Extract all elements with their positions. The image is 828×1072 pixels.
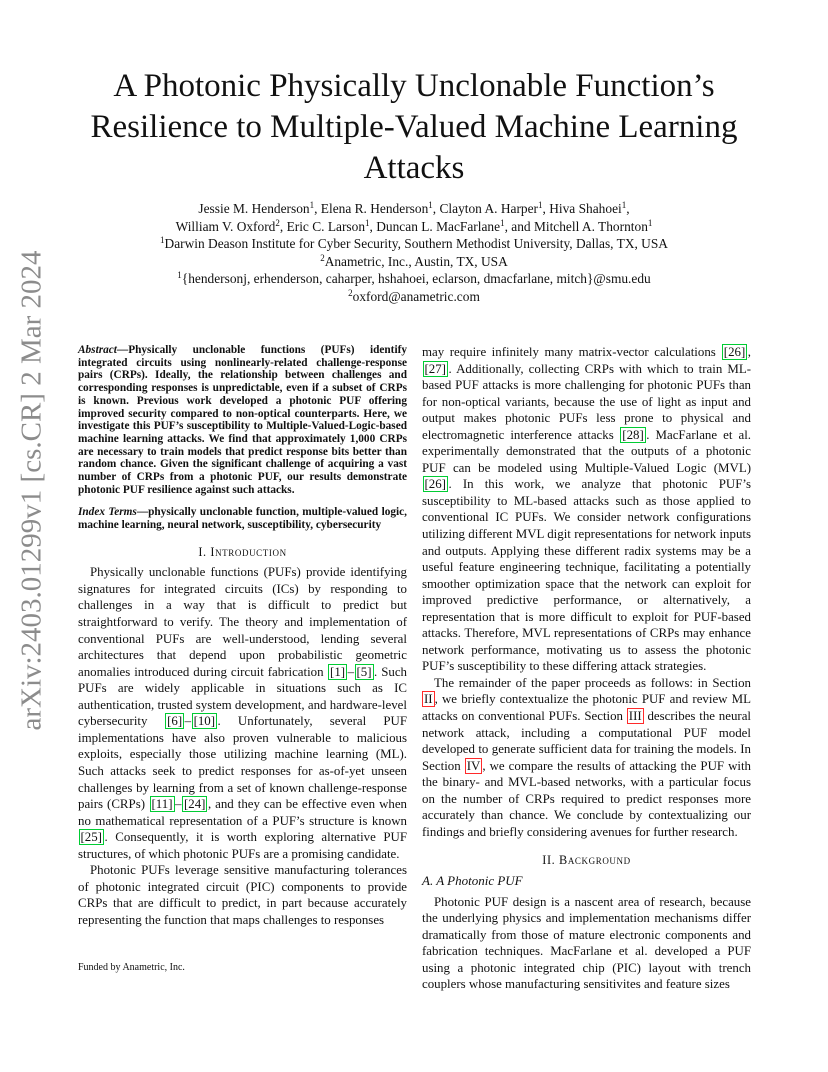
index-terms	[78, 506, 407, 531]
abstract-text: —Physically unclonable functions (PUFs) identify integrated circuits using nonlinearly-related challenge-response pairs (CRPs). Ideally, the relationship between challenges and corresponding responses is unpredictable, even if a subset of CRPs is known. Previous work developed a photonic PUF offering improved security compared to non-optical counterparts. Here, we investigate this PUF’s susceptibility to Multiple-Valued-Logic-based machine learning attacks. We find that approximately 1,000 CRPs are necessary to train models that predict response bits better than random chance. Given the significant challenge of acquiring a vast number of CRPs from a photonic PUF, our results demonstrate photonic PUF resilience against such attacks.	[78, 344, 407, 496]
abstract-label: Abstract	[78, 344, 117, 356]
affiliation-line	[60, 288, 768, 306]
affiliation-mark: 1	[309, 200, 315, 210]
paragraph: Physically unclonable functions (PUFs) provide identifying signatures for integrated circuits (ICs) by responding to challenges in a way that is difficult to predict but straightforward to verify. The theory and implementation of conventional PUFs are well-understood, lending several architectures that depend upon probabilistic geometric anomalies introduced during circuit fabrication [1] – [5] . Such PUFs are widely applicable in situations such as IC authentication, trusted system development, and hardware-level cybersecurity [6] – [10] . Unfortunately, several PUF implementations have also proven vulnerable to malicious exploits, especially those utilizing machine learning (ML). Such attacks seek to predict responses for as-of-yet unseen challenges by learning from a set of known challenge-response pairs (CRPs) [11] – [24] , and they can be effective even when no mathematical representation of a PUF’s structure is known [25] . Consequently, it is worth exploring alternative PUF structures, of which photonic PUFs are a promising candidate.	[78, 565, 408, 861]
arxiv-sidebar	[12, 249, 52, 731]
author-name: Clayton A. Harper	[439, 201, 539, 216]
affiliation-mark: 1	[428, 200, 433, 210]
affiliation-mark: 1	[538, 200, 543, 210]
citation-link[interactable]: [27]	[424, 361, 446, 376]
right-column	[422, 344, 751, 993]
section-number: II.	[542, 853, 556, 868]
citation-link[interactable]: [11]	[151, 797, 173, 812]
footnote-funding: Funded by Anametric, Inc.	[78, 962, 185, 973]
affiliation-text: Darwin Deason Institute for Cyber Security, Southern Methodist University, Dallas, TX, USA	[164, 236, 668, 252]
author-name: Hiva Shahoei	[549, 201, 622, 216]
affiliation-mark: 1	[177, 270, 182, 281]
affiliation-mark: 1	[621, 200, 627, 210]
section-reference-link[interactable]: III	[628, 709, 642, 724]
author-block	[60, 200, 768, 306]
title-line: Resilience to Multiple-Valued Machine Learning	[90, 109, 738, 145]
affiliation-line	[60, 253, 768, 271]
title-line: A Photonic Physically Unclonable Function’s	[113, 68, 715, 104]
affiliation-mark: 1	[500, 217, 505, 228]
section-number: I.	[198, 544, 207, 559]
affiliation-text: {hendersonj, erhenderson, caharper, hshahoei, eclarson, dmacfarlane, mitch}@smu.edu	[181, 271, 651, 287]
paper-title	[60, 66, 768, 189]
citation-link[interactable]: [28]	[622, 427, 644, 442]
section-title: Introduction	[210, 544, 287, 559]
author-name: Eric C. Larson	[286, 218, 366, 234]
affiliation-text: Anametric, Inc., Austin, TX, USA	[324, 253, 508, 269]
author-name: William V. Oxford	[175, 218, 276, 234]
section-heading-background	[422, 852, 751, 869]
citation-link[interactable]: [10]	[193, 714, 216, 729]
paragraph: Photonic PUF design is a nascent area of research, because the underlying physics and implementation mechanisms differ dramatically from those of mature electronic components and fabrication techniques. MacFarlane et al. developed a PUF using a photonic integrated chip (PIC) layout with trench couplers whose manufacturing sensitivites and feature sizes	[422, 894, 751, 992]
affiliation-mark: 2	[320, 252, 325, 263]
abstract	[78, 344, 407, 496]
affiliation-line	[60, 270, 768, 288]
affiliation-list	[60, 235, 768, 305]
author-name: Jessie M. Henderson	[198, 201, 310, 216]
section-heading-introduction	[78, 544, 407, 561]
paragraph: may require infinitely many matrix-vector calculations [26] , [27] . Additionally, collecting CRPs with which to train ML-based PUF attacks is more challenging for photonic PUFs than for non-optical variants, because the use of light as input and output makes photonic PUFs less prone to physical and electromagnetic interference attacks [28] . MacFarlane et al. experimentally demonstrated that the outputs of a photonic PUF can be modeled using Multiple-Valued Logic (MVL) [26] . In this work, we analyze that photonic PUF’s susceptibility to ML-based attacks such as those applied to conventional IC PUFs. We consider network configurations utilizing different MVL digit representations for network inputs and outputs. Applying these different radix systems may be a useful feature engineering technique, facilitating a potentially smoother optimization space that the network can exploit for improved predictive performance, or alternatively, a representation that is more difficult to exploit for PUF-based attacks. Therefore, MVL representations of CRPs may enhance network performance, motivating us to assess the photonic PUF’s susceptibility to these differing attack strategies.	[422, 345, 752, 674]
left-column	[78, 344, 407, 928]
citation-link[interactable]: [26]	[723, 345, 746, 359]
index-terms-label: Index Terms	[78, 506, 137, 519]
citation-link[interactable]: [24]	[183, 797, 206, 812]
affiliation-line	[60, 235, 768, 253]
citation-link[interactable]: [25]	[80, 830, 102, 845]
author-line: William V. Oxford$^2$, Eric C. Larson$^1$, Duncan L. MacFarlane$^1$, and Mitchell A. Thornton$^1$	[175, 217, 653, 234]
index-terms-text: —physically unclonable function, multiple-valued logic, machine learning, neural network, susceptibility, cybersecurity	[78, 506, 407, 532]
affiliation-mark: 1	[365, 217, 370, 228]
arxiv-identifier: arXiv:2403.01299v1 [cs.CR] 2 Mar 2024	[15, 249, 48, 731]
affiliation-mark: 2	[348, 287, 353, 298]
section-reference-link[interactable]: IV	[466, 758, 481, 773]
subsection-heading: A. A Photonic PUF	[422, 872, 523, 888]
paragraph: Photonic PUFs leverage sensitive manufacturing tolerances of photonic integrated circuit (PIC) components to provide CRPs that are difficult to predict, in part because accurately representing the function that maps challenges to responses	[78, 863, 407, 927]
affiliation-text: oxford@anametric.com	[352, 288, 480, 304]
author-name: and Mitchell A. Thornton	[511, 218, 648, 234]
citation-link[interactable]: [6]	[167, 714, 183, 729]
section-reference-link[interactable]: II	[424, 692, 433, 707]
author-name: Duncan L. MacFarlane	[376, 218, 501, 234]
citation-link[interactable]: [5]	[356, 664, 372, 679]
affiliation-mark: 1	[647, 217, 653, 228]
section-title: Background	[559, 853, 631, 868]
citation-link[interactable]: [1]	[330, 664, 346, 679]
affiliation-mark: 2	[275, 217, 280, 228]
author-line: Jessie M. Henderson$^1$, Elena R. Henderson$^1$, Clayton A. Harper$^1$, Hiva Shahoei$^1$,	[198, 200, 630, 216]
paragraph: The remainder of the paper proceeds as follows: in Section II , we briefly contextualize the photonic PUF and review ML attacks on conventional PUFs. Section III describes the neural network attack, including a computational PUF model developed to generate sufficient data for training the models. In Section IV , we compare the results of attacking the PUF with the binary- and MVL-based networks, with a particular focus on the number of CRPs required to predict responses more accurately than chance. We conclude by contextualizing our findings and briefly considering avenues for further research.	[422, 675, 751, 839]
citation-link[interactable]: [26]	[424, 477, 446, 492]
title-line: Attacks	[363, 150, 465, 186]
author-name: Elena R. Henderson	[320, 201, 429, 216]
affiliation-mark: 1	[160, 235, 165, 246]
